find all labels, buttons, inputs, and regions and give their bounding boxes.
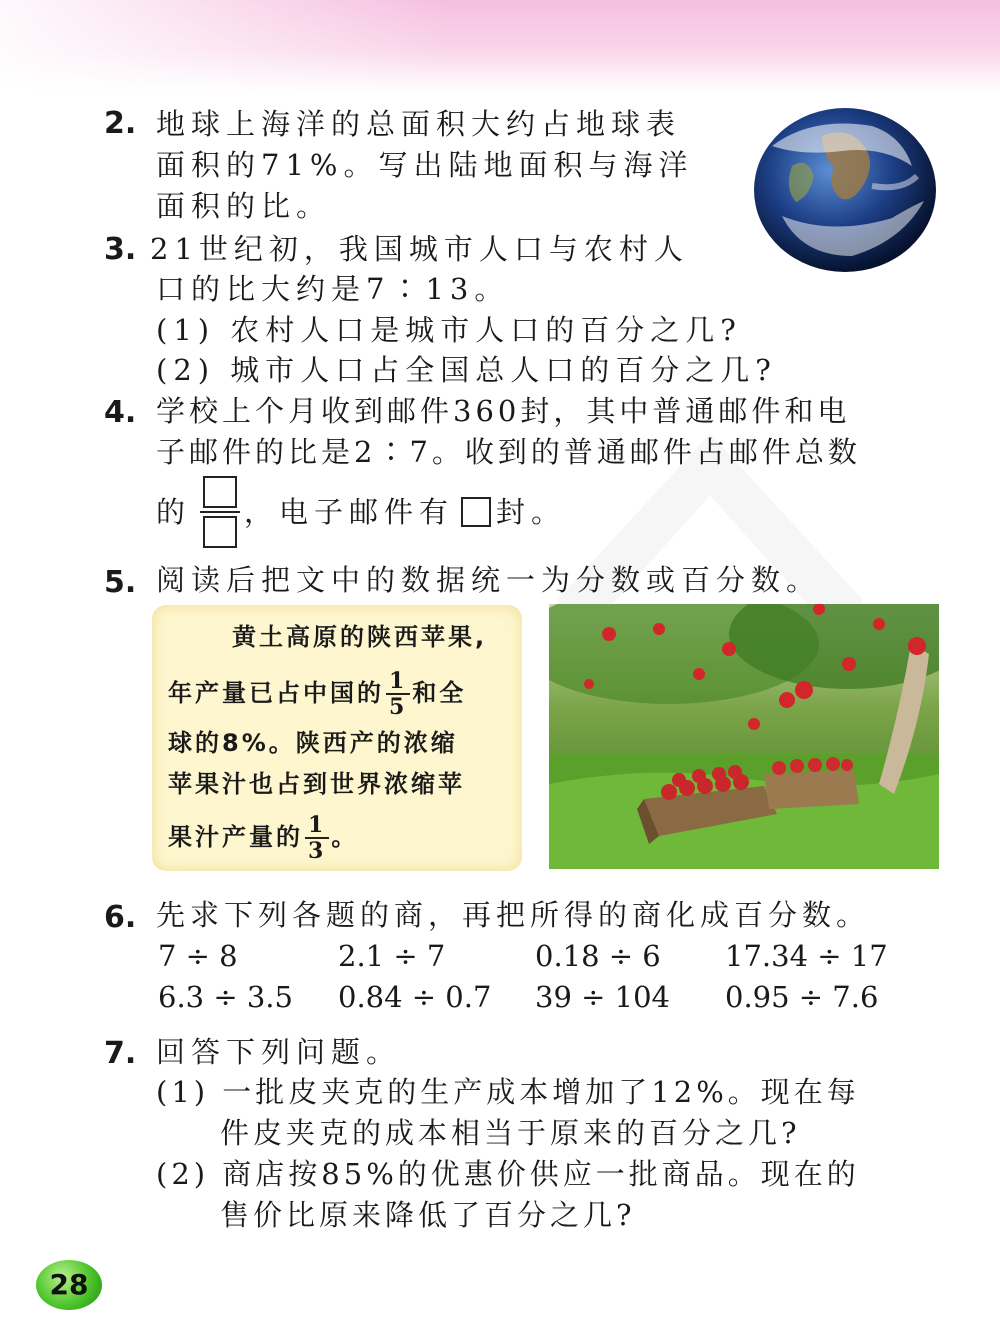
note-line-2 bbox=[168, 669, 466, 719]
note-line-5-b: 。 bbox=[331, 823, 359, 851]
note-line-4: 苹果汁也占到世界浓缩苹 bbox=[168, 770, 465, 798]
q4-line-3-end: 封。 bbox=[496, 495, 567, 529]
q4-line-3-mid: ，电子邮件有 bbox=[244, 495, 455, 529]
q2-number: 2. bbox=[104, 106, 137, 141]
q7-sub-2-line-1: (2) 商店按85%的优惠价供应一批商品。现在的 bbox=[156, 1157, 860, 1191]
answer-fraction-box[interactable] bbox=[203, 476, 239, 548]
calc-item: 6.3 ÷ 3.5 bbox=[158, 980, 293, 1014]
denominator-box[interactable] bbox=[203, 516, 237, 548]
q3-sub-1: (1) 农村人口是城市人口的百分之几? bbox=[156, 313, 742, 347]
fraction-bar bbox=[200, 511, 240, 513]
q3-sub-2: (2) 城市人口占全国总人口的百分之几? bbox=[156, 353, 777, 387]
fraction-one-third bbox=[305, 813, 329, 863]
q2-line-3: 面积的比。 bbox=[156, 189, 332, 223]
q6-number: 6. bbox=[104, 900, 137, 935]
fraction-1-numerator: 1 bbox=[386, 669, 410, 695]
q7-sub-1-line-1: (1) 一批皮夹克的生产成本增加了12%。现在每 bbox=[156, 1075, 860, 1109]
q3-line-2: 口的比大约是7∶13。 bbox=[156, 272, 510, 306]
header-band bbox=[0, 0, 1000, 92]
q4-number: 4. bbox=[104, 395, 137, 430]
q4-line-3-start: 的 bbox=[156, 495, 192, 529]
fraction-2-numerator: 1 bbox=[305, 813, 329, 839]
note-line-1: 黄土高原的陕西苹果, bbox=[232, 623, 488, 651]
q7-number: 7. bbox=[104, 1036, 137, 1071]
q7-sub-1-line-2: 件皮夹克的成本相当于原来的百分之几? bbox=[220, 1116, 801, 1150]
fraction-1-denominator: 5 bbox=[389, 694, 408, 720]
q7-instruction: 回答下列问题。 bbox=[156, 1035, 402, 1069]
calc-item: 0.95 ÷ 7.6 bbox=[725, 980, 879, 1014]
calc-item: 39 ÷ 104 bbox=[535, 980, 670, 1014]
q3-line-1: 21世纪初，我国城市人口与农村人 bbox=[150, 232, 689, 266]
calc-item: 0.18 ÷ 6 bbox=[535, 939, 661, 973]
calc-item: 7 ÷ 8 bbox=[158, 939, 238, 973]
numerator-box[interactable] bbox=[203, 476, 237, 508]
calc-item: 0.84 ÷ 0.7 bbox=[338, 980, 492, 1014]
answer-count-box[interactable] bbox=[461, 497, 491, 527]
note-line-2-a: 年产量已占中国的 bbox=[168, 679, 384, 707]
calc-item: 2.1 ÷ 7 bbox=[338, 939, 446, 973]
q2-line-2: 面积的71%。写出陆地面积与海洋 bbox=[156, 148, 694, 182]
q5-instruction: 阅读后把文中的数据统一为分数或百分数。 bbox=[156, 563, 822, 597]
q2-line-1: 地球上海洋的总面积大约占地球表 bbox=[156, 107, 682, 141]
q4-line-2: 子邮件的比是2∶7。收到的普通邮件占邮件总数 bbox=[156, 435, 861, 469]
q5-number: 5. bbox=[104, 565, 137, 600]
page-number-badge: 28 bbox=[36, 1260, 102, 1310]
q7-sub-2-line-2: 售价比原来降低了百分之几? bbox=[220, 1198, 636, 1232]
calc-item: 17.34 ÷ 17 bbox=[725, 939, 888, 973]
note-line-3: 球的8%。陕西产的浓缩 bbox=[168, 729, 458, 757]
note-line-5-a: 果汁产量的 bbox=[168, 823, 303, 851]
reading-note-box bbox=[152, 605, 522, 871]
fraction-one-fifth bbox=[386, 669, 410, 719]
note-line-5 bbox=[168, 813, 358, 863]
earth-image bbox=[752, 106, 938, 274]
apple-orchard-photo bbox=[549, 604, 939, 869]
q3-number: 3. bbox=[104, 232, 137, 267]
fraction-2-denominator: 3 bbox=[308, 838, 327, 864]
q6-instruction: 先求下列各题的商，再把所得的商化成百分数。 bbox=[156, 898, 871, 932]
note-line-2-b: 和全 bbox=[412, 679, 467, 707]
q4-line-1: 学校上个月收到邮件360封，其中普通邮件和电 bbox=[156, 394, 851, 428]
